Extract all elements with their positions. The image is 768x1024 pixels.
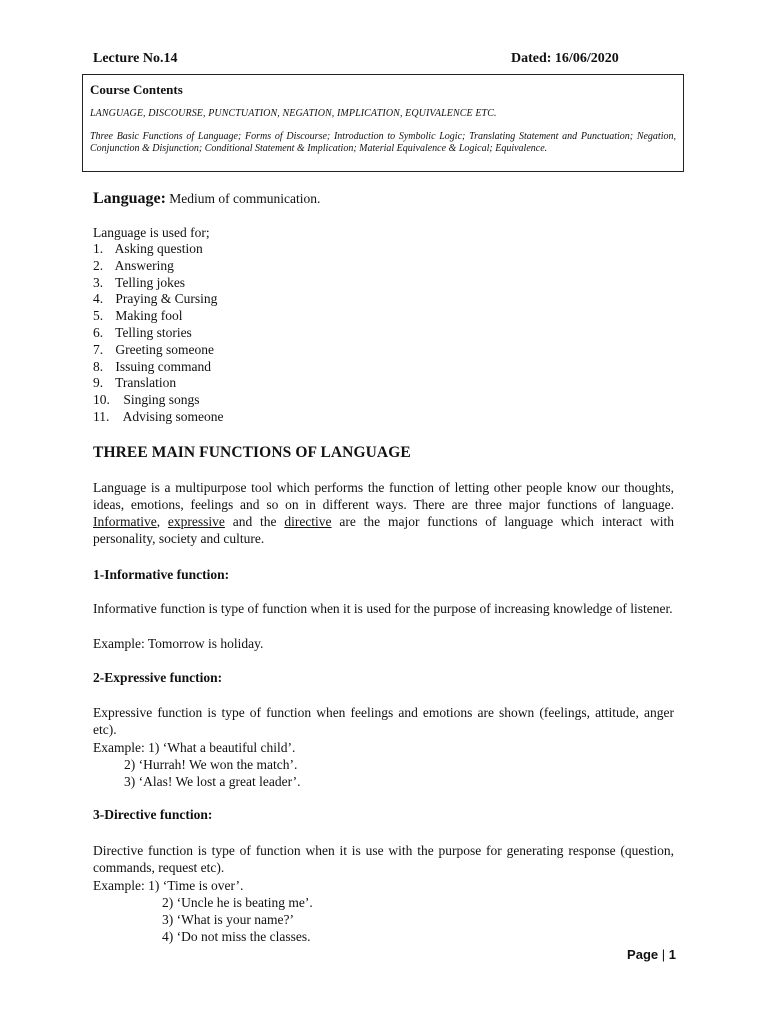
directive-title: 3-Directive function:	[93, 807, 213, 822]
directive-term: directive	[284, 514, 332, 529]
expressive-example-1: Example: 1) ‘What a beautiful child’.	[93, 740, 296, 755]
course-contents-title: Course Contents	[90, 82, 183, 97]
page-number	[627, 947, 676, 962]
directive-example-1: Example: 1) ‘Time is over’.	[93, 878, 244, 893]
language-definition-text: Medium of communication.	[169, 191, 321, 206]
list-item: 3. Telling jokes	[93, 274, 186, 290]
language-label: Language:	[93, 190, 166, 207]
list-item: 11. Advising someone	[93, 408, 224, 424]
page-label: Page	[627, 947, 659, 962]
lecture-date: Dated: 16/06/2020	[511, 51, 619, 66]
directive-example-3: 3) ‘What is your name?’	[162, 912, 294, 927]
list-item: 7. Greeting someone	[93, 341, 214, 357]
functions-intro: Language is a multipurpose tool which performs the function of letting other people know our thoughts, ideas, emotions, feelings and so on in different ways. There are three major functions of language. Informative, expressive and the directive are the major functions of language which interact with personality, society and culture.	[93, 480, 674, 546]
informative-title: 1-Informative function:	[93, 567, 230, 582]
language-uses-list	[93, 241, 224, 426]
language-used-for: Language is used for;	[93, 225, 210, 240]
page-number-value: 1	[668, 947, 676, 962]
informative-body: Informative function is type of function when it is used for the purpose of increasing knowledge of listener.	[93, 601, 673, 616]
expressive-title: 2-Expressive function:	[93, 670, 223, 685]
directive-example-2: 2) ‘Uncle he is beating me’.	[162, 895, 313, 910]
course-contents-description: Three Basic Functions of Language; Forms of Discourse; Introduction to Symbolic Logic; Translating Statement and Punctuation; Negation, Conjunction & Disjunction; Conditional Statement & Implication; Material Equivalence & Logical; Equivalence.	[90, 131, 676, 154]
informative-term: Informative	[93, 514, 157, 529]
informative-example: Example: Tomorrow is holiday.	[93, 636, 264, 651]
list-item: 8. Issuing command	[93, 358, 211, 374]
course-contents-topics: LANGUAGE, DISCOURSE, PUNCTUATION, NEGATION, IMPLICATION, EQUIVALENCE ETC.	[90, 108, 497, 119]
language-definition	[93, 190, 320, 208]
list-item: 5. Making fool	[93, 308, 183, 324]
list-item: 2. Answering	[93, 257, 174, 273]
expressive-example-2: 2) ‘Hurrah! We won the match’.	[124, 757, 298, 772]
list-item: 10. Singing songs	[93, 392, 200, 408]
directive-example-4: 4) ‘Do not miss the classes.	[162, 929, 311, 944]
list-item: 4. Praying & Cursing	[93, 291, 218, 307]
expressive-example-3: 3) ‘Alas! We lost a great leader’.	[124, 774, 301, 789]
expressive-term: expressive	[167, 514, 225, 529]
expressive-body: Expressive function is type of function when feelings and emotions are shown (feelings, attitude, anger etc).	[93, 705, 674, 737]
list-item: 1. Asking question	[93, 241, 203, 256]
functions-heading: THREE MAIN FUNCTIONS OF LANGUAGE	[93, 444, 411, 461]
list-item: 6. Telling stories	[93, 324, 192, 340]
page-separator: |	[661, 947, 666, 962]
directive-body: Directive function is type of function when it is use with the purpose for generating response (question, commands, request etc).	[93, 843, 674, 875]
list-item: 9. Translation	[93, 375, 177, 391]
lecture-number: Lecture No.14	[93, 51, 178, 66]
